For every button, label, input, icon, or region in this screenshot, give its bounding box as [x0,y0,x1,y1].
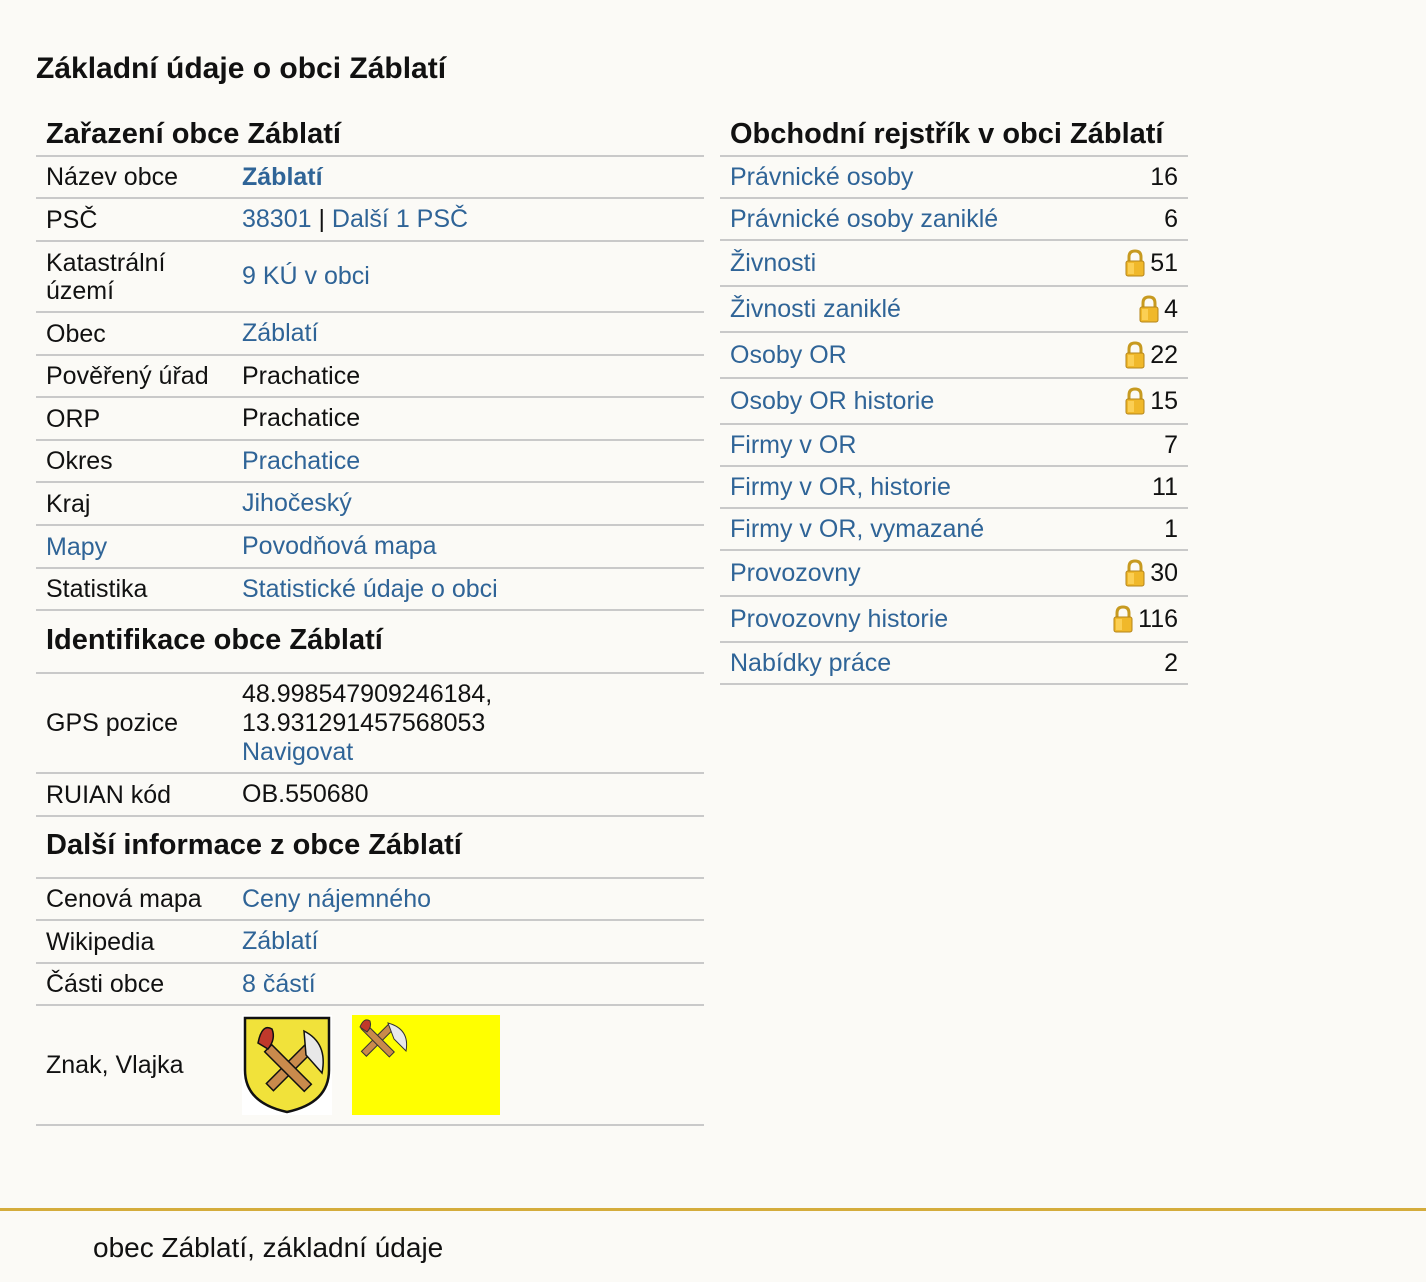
link-ku[interactable]: 9 KÚ v obci [242,262,370,290]
rejstrik-count: 15 [1150,386,1178,415]
row-psc [36,199,704,242]
label-statistika: Statistika [46,575,148,603]
rejstrik-link[interactable]: Provozovny [730,558,861,587]
rejstrik-count-cell [1124,559,1178,588]
rejstrik-row [720,425,1188,467]
rejstrik-link[interactable]: Živnosti [730,248,817,277]
rejstrik-count-cell [1124,341,1178,370]
row-znak-vlajka [36,1006,704,1126]
label-psc: PSČ [46,205,98,234]
rejstrik-link[interactable]: Osoby OR [730,340,847,369]
link-okres[interactable]: Prachatice [242,446,361,475]
label-znak-vlajka: Znak, Vlajka [46,1051,184,1079]
rejstrik-count: 22 [1150,340,1178,369]
rejstrik-count: 51 [1150,248,1178,277]
link-kraj[interactable]: Jihočeský [242,489,352,517]
rejstrik-count-cell [1164,431,1178,460]
label-povereny-urad: Pověřený úřad [46,362,209,390]
rejstrik-count-cell [1138,295,1178,324]
rejstrik-count: 30 [1150,558,1178,587]
rejstrik-list [720,157,1188,685]
section-heading-identifikace: Identifikace obce Záblatí [36,611,704,674]
row-katastralni-uzemi [36,242,704,313]
lock-icon[interactable] [1112,605,1134,633]
section-heading-dalsi: Další informace z obce Záblatí [36,817,704,879]
rejstrik-count: 1 [1164,514,1178,543]
lock-icon[interactable] [1124,387,1146,415]
label-okres: Okres [46,447,113,475]
link-obec[interactable]: Záblatí [242,319,319,347]
rejstrik-row [720,551,1188,597]
row-kraj [36,483,704,526]
rejstrik-count-cell [1124,387,1178,416]
row-gps [36,674,704,774]
link-nazev-obce[interactable]: Záblatí [242,162,323,191]
rejstrik-link[interactable]: Firmy v OR [730,430,857,459]
rejstrik-row [720,241,1188,287]
link-povodnova-mapa[interactable]: Povodňová mapa [242,532,437,560]
rejstrik-link[interactable]: Provozovny historie [730,604,949,633]
row-mapy [36,526,704,569]
rejstrik-count: 6 [1164,204,1178,233]
value-povereny-urad: Prachatice [242,361,361,390]
psc-separator: | [311,205,332,233]
rejstrik-count-cell [1164,649,1178,678]
row-wikipedia [36,921,704,964]
label-gps: GPS pozice [46,709,179,737]
rejstrik-link[interactable]: Živnosti zaniklé [730,294,901,323]
rejstrik-count: 7 [1164,430,1178,459]
rejstrik-count: 2 [1164,648,1178,677]
flag-image[interactable] [352,1015,500,1115]
left-column [36,108,704,1126]
row-cenova-mapa [36,879,704,921]
rejstrik-count-cell [1112,605,1178,634]
link-casti-obce[interactable]: 8 částí [242,969,316,998]
label-katastralni-uzemi: Katastrální území [46,248,166,305]
rejstrik-count: 16 [1150,162,1178,191]
rejstrik-row [720,333,1188,379]
rejstrik-count-cell [1150,163,1178,192]
label-cenova-mapa: Cenová mapa [46,885,202,913]
rejstrik-count-cell [1124,249,1178,278]
footer-divider [0,1208,1426,1211]
lock-icon[interactable] [1124,249,1146,277]
link-mapy[interactable]: Mapy [46,532,108,561]
rejstrik-row [720,287,1188,333]
value-orp: Prachatice [242,404,361,432]
value-ruian: OB.550680 [242,780,369,808]
row-obec [36,313,704,356]
label-nazev-obce: Název obce [46,163,179,191]
coat-of-arms-image[interactable] [242,1015,332,1115]
section-heading-zarazeni: Zařazení obce Záblatí [36,108,704,157]
section-heading-rejstrik: Obchodní rejstřík v obci Záblatí [720,108,1188,157]
row-okres [36,441,704,483]
link-ceny-najemneho[interactable]: Ceny nájemného [242,884,432,913]
link-wikipedia[interactable]: Záblatí [242,927,319,955]
label-kraj: Kraj [46,489,91,518]
lock-icon[interactable] [1138,295,1160,323]
row-casti-obce [36,964,704,1006]
row-orp [36,398,704,441]
row-nazev-obce [36,157,704,199]
rejstrik-link[interactable]: Firmy v OR, historie [730,472,951,501]
rejstrik-count: 11 [1152,472,1178,501]
rejstrik-count: 4 [1164,294,1178,323]
right-column [720,108,1188,685]
label-obec: Obec [46,319,106,348]
rejstrik-count-cell [1164,205,1178,234]
rejstrik-link[interactable]: Právnické osoby zaniklé [730,204,999,233]
rejstrik-row [720,597,1188,643]
page-title: Základní údaje o obci Záblatí [36,52,447,85]
lock-icon[interactable] [1124,559,1146,587]
link-statistika[interactable]: Statistické údaje o obci [242,574,498,603]
rejstrik-link[interactable]: Osoby OR historie [730,386,935,415]
rejstrik-row [720,643,1188,685]
link-dalsi-psc[interactable]: Další 1 PSČ [331,205,469,233]
label-ruian: RUIAN kód [46,780,172,809]
row-povereny-urad [36,356,704,398]
gps-lon: 13.931291457568053 [242,708,486,737]
rejstrik-row [720,509,1188,551]
rejstrik-link[interactable]: Firmy v OR, vymazané [730,514,985,543]
row-ruian [36,774,704,817]
rejstrik-row [720,379,1188,425]
label-casti-obce: Části obce [46,970,165,998]
link-navigovat[interactable]: Navigovat [242,737,354,766]
lock-icon[interactable] [1124,341,1146,369]
rejstrik-link[interactable]: Nabídky práce [730,648,892,677]
rejstrik-row [720,157,1188,199]
link-psc[interactable]: 38301 [242,205,312,233]
label-wikipedia: Wikipedia [46,927,155,956]
label-orp: ORP [46,404,101,433]
gps-lat: 48.998547909246184, [242,679,493,708]
rejstrik-row [720,199,1188,241]
rejstrik-count-cell [1164,515,1178,544]
rejstrik-row [720,467,1188,509]
rejstrik-count-cell [1152,473,1178,502]
rejstrik-link[interactable]: Právnické osoby [730,162,914,191]
rejstrik-count: 116 [1138,604,1178,633]
row-statistika [36,569,704,611]
footer-text: obec Záblatí, základní údaje [93,1232,444,1263]
